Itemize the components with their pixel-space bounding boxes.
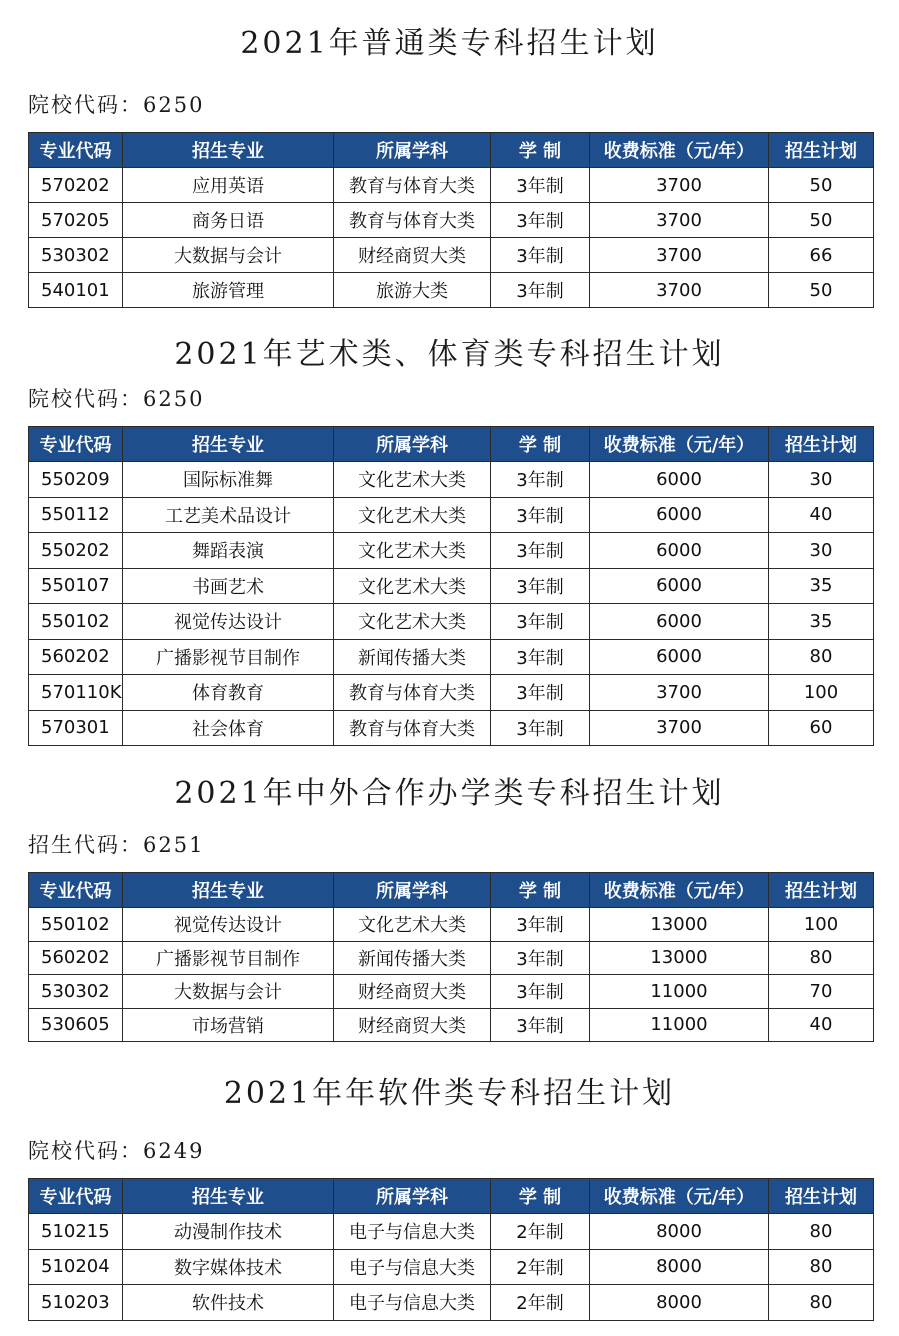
- cell-major-name: 视觉传达设计: [123, 604, 334, 640]
- institution-code-general: 院校代码：6250: [28, 93, 205, 117]
- cell-discipline: 财经商贸大类: [334, 1008, 491, 1042]
- column-header-tuition: 收费标准（元/年）: [590, 873, 769, 908]
- table-row: [29, 497, 874, 533]
- cell-enrollment-plan: 100: [769, 908, 874, 942]
- column-header-enrollment-plan: 招生计划: [769, 427, 874, 462]
- cell-discipline: 财经商贸大类: [334, 238, 491, 273]
- cell-tuition: 3700: [590, 675, 769, 711]
- cell-discipline: 财经商贸大类: [334, 975, 491, 1009]
- cell-enrollment-plan: 66: [769, 238, 874, 273]
- cell-tuition: 3700: [590, 710, 769, 746]
- cell-major-code: 560202: [29, 639, 123, 675]
- enrollment-code-sino-foreign: 招生代码：6251: [28, 833, 205, 857]
- cell-duration: 3年制: [491, 675, 590, 711]
- table-header-row: [29, 873, 874, 908]
- cell-duration: 3年制: [491, 273, 590, 308]
- institution-code-art-sports: 院校代码：6250: [28, 387, 205, 411]
- cell-tuition: 13000: [590, 908, 769, 942]
- plan-table-art-sports: [28, 426, 874, 746]
- cell-discipline: 教育与体育大类: [334, 203, 491, 238]
- cell-major-code: 510215: [29, 1214, 123, 1250]
- cell-discipline: 教育与体育大类: [334, 168, 491, 203]
- cell-tuition: 6000: [590, 497, 769, 533]
- cell-discipline: 电子与信息大类: [334, 1285, 491, 1321]
- cell-major-name: 大数据与会计: [123, 975, 334, 1009]
- table-row: [29, 908, 874, 942]
- cell-duration: 3年制: [491, 238, 590, 273]
- table-header-row: [29, 133, 874, 168]
- plan-table-software: [28, 1178, 874, 1321]
- cell-enrollment-plan: 40: [769, 1008, 874, 1042]
- cell-discipline: 文化艺术大类: [334, 533, 491, 569]
- cell-duration: 3年制: [491, 168, 590, 203]
- cell-major-name: 商务日语: [123, 203, 334, 238]
- table-header-row: [29, 1179, 874, 1214]
- cell-major-code: 550102: [29, 908, 123, 942]
- column-header-tuition: 收费标准（元/年）: [590, 133, 769, 168]
- column-header-major-name: 招生专业: [123, 873, 334, 908]
- table-row: [29, 238, 874, 273]
- cell-major-code: 560202: [29, 941, 123, 975]
- table-row: [29, 568, 874, 604]
- column-header-tuition: 收费标准（元/年）: [590, 1179, 769, 1214]
- cell-major-name: 舞蹈表演: [123, 533, 334, 569]
- cell-enrollment-plan: 50: [769, 273, 874, 308]
- table-row: [29, 710, 874, 746]
- institution-code-software: 院校代码：6249: [28, 1139, 205, 1163]
- cell-major-code: 550107: [29, 568, 123, 604]
- cell-tuition: 13000: [590, 941, 769, 975]
- cell-tuition: 6000: [590, 533, 769, 569]
- cell-duration: 3年制: [491, 533, 590, 569]
- cell-duration: 3年制: [491, 908, 590, 942]
- column-header-discipline: 所属学科: [334, 1179, 491, 1214]
- column-header-discipline: 所属学科: [334, 133, 491, 168]
- cell-discipline: 文化艺术大类: [334, 497, 491, 533]
- cell-major-code: 540101: [29, 273, 123, 308]
- table-header-row: [29, 427, 874, 462]
- cell-major-name: 工艺美术品设计: [123, 497, 334, 533]
- plan-table-general: [28, 132, 874, 308]
- cell-tuition: 6000: [590, 604, 769, 640]
- cell-major-name: 社会体育: [123, 710, 334, 746]
- column-header-tuition: 收费标准（元/年）: [590, 427, 769, 462]
- column-header-enrollment-plan: 招生计划: [769, 133, 874, 168]
- cell-enrollment-plan: 50: [769, 203, 874, 238]
- cell-duration: 3年制: [491, 710, 590, 746]
- cell-duration: 3年制: [491, 604, 590, 640]
- table-row: [29, 168, 874, 203]
- column-header-major-code: 专业代码: [29, 427, 123, 462]
- cell-major-code: 550102: [29, 604, 123, 640]
- cell-tuition: 8000: [590, 1285, 769, 1321]
- cell-major-name: 体育教育: [123, 675, 334, 711]
- cell-enrollment-plan: 50: [769, 168, 874, 203]
- cell-enrollment-plan: 35: [769, 568, 874, 604]
- cell-tuition: 6000: [590, 639, 769, 675]
- table-row: [29, 203, 874, 238]
- cell-discipline: 教育与体育大类: [334, 675, 491, 711]
- column-header-major-name: 招生专业: [123, 1179, 334, 1214]
- cell-major-code: 550202: [29, 533, 123, 569]
- cell-discipline: 新闻传播大类: [334, 941, 491, 975]
- cell-major-code: 530302: [29, 975, 123, 1009]
- column-header-duration: 学 制: [491, 133, 590, 168]
- cell-enrollment-plan: 80: [769, 639, 874, 675]
- cell-tuition: 8000: [590, 1214, 769, 1250]
- cell-major-name: 动漫制作技术: [123, 1214, 334, 1250]
- cell-duration: 3年制: [491, 568, 590, 604]
- cell-discipline: 教育与体育大类: [334, 710, 491, 746]
- cell-enrollment-plan: 80: [769, 1249, 874, 1285]
- cell-major-name: 市场营销: [123, 1008, 334, 1042]
- section-title-art-sports: 2021年艺术类、体育类专科招生计划: [174, 337, 725, 372]
- section-title-software: 2021年年软件类专科招生计划: [223, 1076, 676, 1111]
- cell-discipline: 文化艺术大类: [334, 604, 491, 640]
- table-row: [29, 675, 874, 711]
- cell-discipline: 电子与信息大类: [334, 1249, 491, 1285]
- table-row: [29, 1285, 874, 1321]
- cell-major-name: 广播影视节目制作: [123, 941, 334, 975]
- cell-enrollment-plan: 80: [769, 1285, 874, 1321]
- cell-discipline: 文化艺术大类: [334, 568, 491, 604]
- cell-major-code: 570301: [29, 710, 123, 746]
- cell-major-code: 570110K: [29, 675, 123, 711]
- cell-major-code: 530605: [29, 1008, 123, 1042]
- cell-major-name: 视觉传达设计: [123, 908, 334, 942]
- cell-duration: 2年制: [491, 1285, 590, 1321]
- table-row: [29, 273, 874, 308]
- table-row: [29, 1249, 874, 1285]
- cell-duration: 3年制: [491, 462, 590, 498]
- column-header-discipline: 所属学科: [334, 873, 491, 908]
- cell-major-name: 大数据与会计: [123, 238, 334, 273]
- cell-major-name: 国际标准舞: [123, 462, 334, 498]
- table-row: [29, 604, 874, 640]
- cell-major-name: 应用英语: [123, 168, 334, 203]
- cell-enrollment-plan: 30: [769, 462, 874, 498]
- cell-enrollment-plan: 35: [769, 604, 874, 640]
- cell-discipline: 文化艺术大类: [334, 908, 491, 942]
- column-header-enrollment-plan: 招生计划: [769, 873, 874, 908]
- plan-table-sino-foreign: [28, 872, 874, 1042]
- cell-discipline: 电子与信息大类: [334, 1214, 491, 1250]
- cell-duration: 3年制: [491, 639, 590, 675]
- column-header-major-name: 招生专业: [123, 427, 334, 462]
- cell-tuition: 11000: [590, 1008, 769, 1042]
- cell-major-name: 数字媒体技术: [123, 1249, 334, 1285]
- cell-duration: 3年制: [491, 497, 590, 533]
- table-row: [29, 1008, 874, 1042]
- column-header-major-code: 专业代码: [29, 1179, 123, 1214]
- cell-tuition: 3700: [590, 168, 769, 203]
- cell-tuition: 11000: [590, 975, 769, 1009]
- cell-major-name: 广播影视节目制作: [123, 639, 334, 675]
- section-title-general: 2021年普通类专科招生计划: [240, 26, 659, 61]
- table-row: [29, 975, 874, 1009]
- cell-major-code: 570202: [29, 168, 123, 203]
- cell-duration: 3年制: [491, 975, 590, 1009]
- table-row: [29, 941, 874, 975]
- cell-tuition: 6000: [590, 462, 769, 498]
- table-row: [29, 462, 874, 498]
- cell-tuition: 6000: [590, 568, 769, 604]
- cell-discipline: 旅游大类: [334, 273, 491, 308]
- column-header-duration: 学 制: [491, 427, 590, 462]
- cell-duration: 3年制: [491, 941, 590, 975]
- cell-duration: 2年制: [491, 1214, 590, 1250]
- cell-tuition: 3700: [590, 238, 769, 273]
- cell-major-name: 旅游管理: [123, 273, 334, 308]
- cell-major-code: 510204: [29, 1249, 123, 1285]
- cell-enrollment-plan: 40: [769, 497, 874, 533]
- cell-enrollment-plan: 80: [769, 1214, 874, 1250]
- column-header-major-code: 专业代码: [29, 873, 123, 908]
- cell-discipline: 新闻传播大类: [334, 639, 491, 675]
- cell-major-code: 550209: [29, 462, 123, 498]
- cell-tuition: 8000: [590, 1249, 769, 1285]
- cell-enrollment-plan: 60: [769, 710, 874, 746]
- cell-major-code: 530302: [29, 238, 123, 273]
- cell-major-code: 510203: [29, 1285, 123, 1321]
- table-row: [29, 639, 874, 675]
- cell-duration: 2年制: [491, 1249, 590, 1285]
- cell-major-code: 550112: [29, 497, 123, 533]
- cell-enrollment-plan: 70: [769, 975, 874, 1009]
- cell-enrollment-plan: 30: [769, 533, 874, 569]
- column-header-duration: 学 制: [491, 1179, 590, 1214]
- column-header-major-code: 专业代码: [29, 133, 123, 168]
- cell-enrollment-plan: 100: [769, 675, 874, 711]
- column-header-enrollment-plan: 招生计划: [769, 1179, 874, 1214]
- table-row: [29, 1214, 874, 1250]
- table-row: [29, 533, 874, 569]
- cell-duration: 3年制: [491, 1008, 590, 1042]
- cell-tuition: 3700: [590, 273, 769, 308]
- cell-discipline: 文化艺术大类: [334, 462, 491, 498]
- column-header-major-name: 招生专业: [123, 133, 334, 168]
- cell-enrollment-plan: 80: [769, 941, 874, 975]
- cell-duration: 3年制: [491, 203, 590, 238]
- cell-tuition: 3700: [590, 203, 769, 238]
- cell-major-name: 书画艺术: [123, 568, 334, 604]
- section-title-sino-foreign: 2021年中外合作办学类专科招生计划: [174, 776, 725, 811]
- column-header-discipline: 所属学科: [334, 427, 491, 462]
- cell-major-code: 570205: [29, 203, 123, 238]
- cell-major-name: 软件技术: [123, 1285, 334, 1321]
- column-header-duration: 学 制: [491, 873, 590, 908]
